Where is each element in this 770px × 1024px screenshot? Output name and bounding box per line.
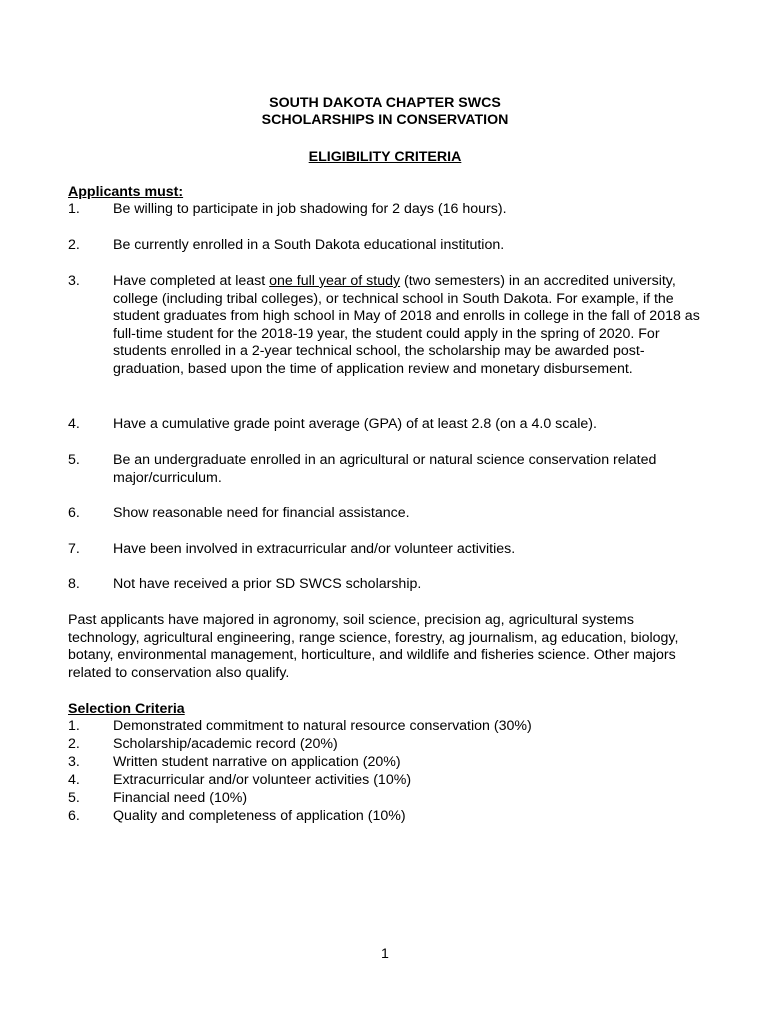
list-number: 2.: [68, 736, 80, 752]
list-number: 1.: [68, 201, 80, 217]
list-number: 2.: [68, 237, 80, 253]
list-text-pre: Have completed at least: [113, 273, 270, 289]
list-number: 3.: [68, 273, 80, 289]
list-text: Scholarship/academic record (20%): [113, 736, 338, 752]
list-number: 4.: [68, 416, 80, 432]
list-text: Be an undergraduate enrolled in an agricultural or natural science conservation related major/curriculum.: [113, 452, 657, 486]
title-line-1: SOUTH DAKOTA CHAPTER SWCS: [269, 95, 501, 111]
list-number: 4.: [68, 772, 80, 788]
list-text: [113, 273, 708, 379]
list-number: 7.: [68, 541, 80, 557]
list-text: Not have received a prior SD SWCS scholarship.: [113, 576, 422, 592]
list-number: 6.: [68, 808, 80, 824]
list-text: Have been involved in extracurricular and/or volunteer activities.: [113, 541, 516, 557]
list-number: 6.: [68, 505, 80, 521]
list-number: 3.: [68, 754, 80, 770]
past-applicants-paragraph: Past applicants have majored in agronomy, soil science, precision ag, agricultural systems technology, agricultural engineering, range science, forestry, ag journalism, ag education, biology, botany, environmental management, horticulture, and wildlife and fisheries science. Other majors related to conservation also qualify.: [68, 612, 679, 681]
page-number: 1: [381, 946, 389, 962]
selection-heading: Selection Criteria: [68, 701, 185, 717]
list-text: Be currently enrolled in a South Dakota educational institution.: [113, 237, 505, 253]
section-title-wrapper: [0, 148, 770, 166]
list-text-post: (two semesters) in an accredited university, college (including tribal colleges), or technical school in South Dakota. For example, if the student graduates from high school in May of 2018 and enrolls in college in the fall of 2018 as full-time student for the 2018-19 year, the student could apply in the spring of 2020. For students enrolled in a 2-year technical school, the scholarship may be awarded post-graduation, based upon the time of application review and monetary disbursement.: [113, 273, 700, 377]
list-text: Extracurricular and/or volunteer activities (10%): [113, 772, 412, 788]
list-text: Be willing to participate in job shadowing for 2 days (16 hours).: [113, 201, 507, 217]
applicants-heading: Applicants must:: [68, 184, 184, 200]
list-text: Demonstrated commitment to natural resource conservation (30%): [113, 718, 532, 734]
list-number: 5.: [68, 452, 80, 468]
list-text-underlined: one full year of study: [269, 273, 401, 289]
list-text: Financial need (10%): [113, 790, 248, 806]
list-text: Show reasonable need for financial assistance.: [113, 505, 410, 521]
list-text: Have a cumulative grade point average (GPA) of at least 2.8 (on a 4.0 scale).: [113, 416, 597, 432]
list-text: Quality and completeness of application (10%): [113, 808, 406, 824]
list-text: Written student narrative on application (20%): [113, 754, 401, 770]
list-number: 1.: [68, 718, 80, 734]
list-number: 5.: [68, 790, 80, 806]
title-line-2: SCHOLARSHIPS IN CONSERVATION: [261, 112, 509, 128]
section-title: ELIGIBILITY CRITERIA: [308, 149, 462, 165]
list-number: 8.: [68, 576, 80, 592]
